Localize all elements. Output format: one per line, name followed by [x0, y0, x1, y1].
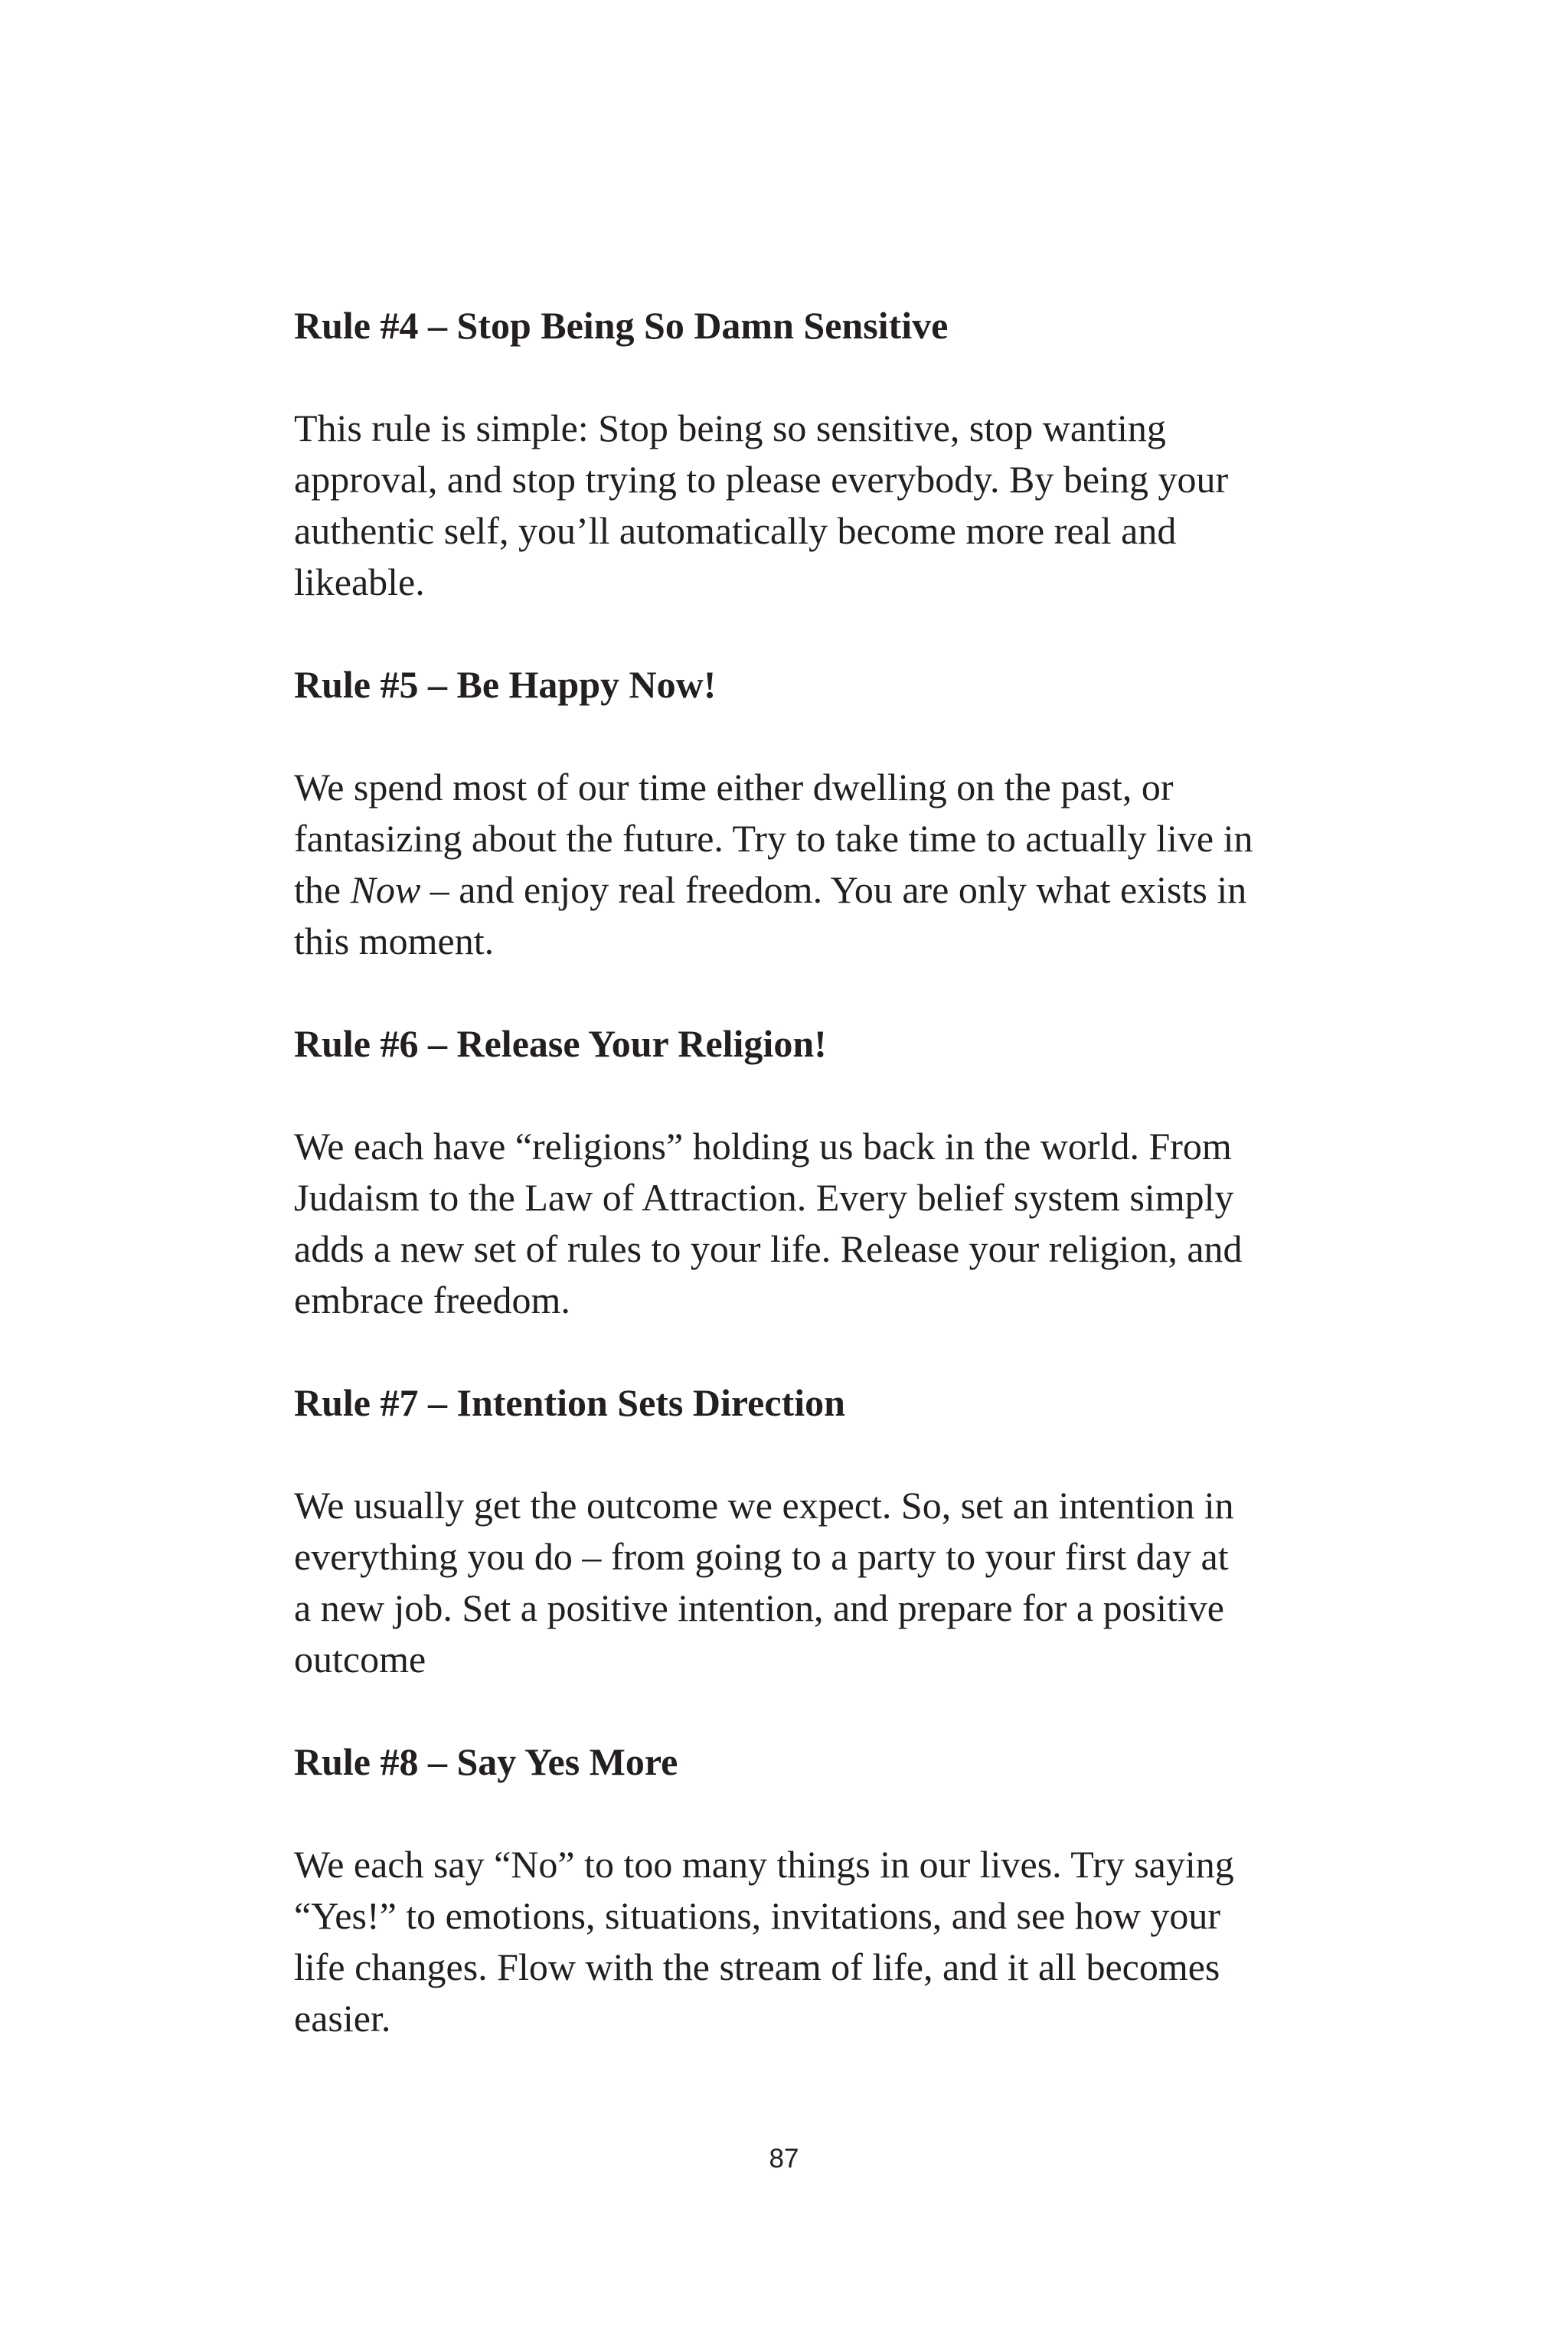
paragraph-line: “Yes!” to emotions, situations, invitations, and see how your [294, 1894, 1221, 1937]
paragraph-line: We each say “No” to too many things in our lives. Try saying [294, 1843, 1234, 1886]
section-paragraph-rule-5 [294, 762, 1305, 967]
paragraph-line: a new job. Set a positive intention, and prepare for a positive [294, 1586, 1224, 1629]
paragraph-line: We usually get the outcome we expect. So, set an intention in [294, 1484, 1234, 1527]
paragraph-line: We spend most of our time either dwelling on the past, or [294, 766, 1174, 808]
page-number: 87 [769, 2144, 799, 2174]
line-rest: – and enjoy real freedom. You are only what exists in [430, 868, 1247, 911]
paragraph-line: easier. [294, 1997, 391, 2040]
section-paragraph-rule-8 [294, 1839, 1305, 2044]
paragraph-line: fantasizing about the future. Try to take time to actually live in [294, 817, 1253, 860]
section-heading-rule-8: Rule #8 – Say Yes More [294, 1740, 678, 1783]
section-paragraph-rule-6 [294, 1121, 1305, 1326]
paragraph-line [294, 864, 1305, 916]
italic-now: Now [350, 868, 421, 911]
paragraph-line: Judaism to the Law of Attraction. Every belief system simply [294, 1176, 1234, 1219]
section-paragraph-rule-4 [294, 403, 1305, 608]
paragraph-line: We each have “religions” holding us back in the world. From [294, 1125, 1232, 1168]
paragraph-line: adds a new set of rules to your life. Release your religion, and [294, 1227, 1243, 1270]
line-prefix: the [294, 868, 351, 911]
paragraph-line: life changes. Flow with the stream of life, and it all becomes [294, 1945, 1220, 1988]
paragraph-line: embrace freedom. [294, 1279, 570, 1321]
section-heading-rule-6: Rule #6 – Release Your Religion! [294, 1022, 827, 1065]
paragraph-line: likeable. [294, 560, 425, 603]
section-paragraph-rule-7 [294, 1480, 1305, 1685]
paragraph-line: this moment. [294, 920, 495, 962]
paragraph-line: This rule is simple: Stop being so sensitive, stop wanting [294, 407, 1166, 449]
paragraph-line: authentic self, you’ll automatically become more real and [294, 509, 1177, 552]
section-heading-rule-4: Rule #4 – Stop Being So Damn Sensitive [294, 304, 949, 347]
page-content [294, 300, 1305, 2044]
paragraph-line: everything you do – from going to a party to your first day at [294, 1535, 1229, 1578]
paragraph-line: approval, and stop trying to please everybody. By being your [294, 458, 1229, 501]
section-heading-rule-5: Rule #5 – Be Happy Now! [294, 663, 717, 706]
section-heading-rule-7: Rule #7 – Intention Sets Direction [294, 1381, 845, 1424]
paragraph-line: outcome [294, 1638, 426, 1681]
